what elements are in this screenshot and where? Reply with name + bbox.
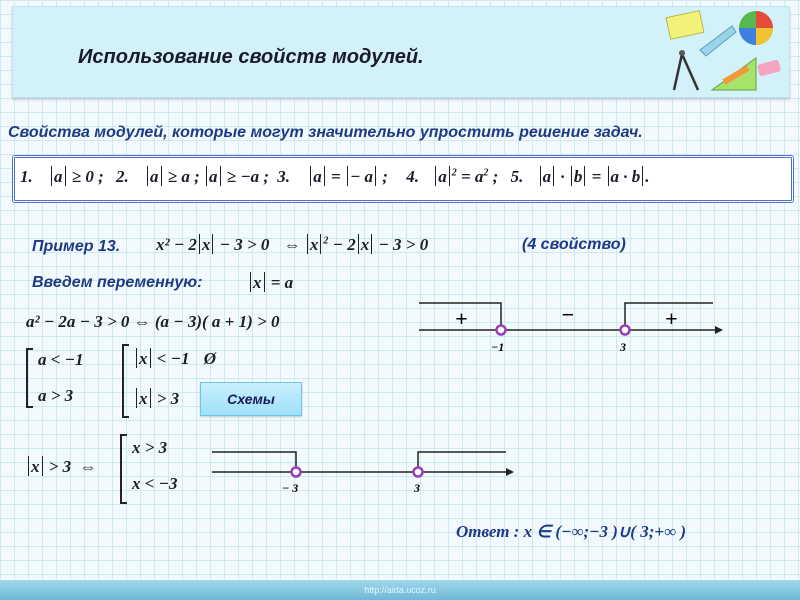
math-text: − 2 bbox=[332, 235, 356, 254]
arrow-head bbox=[715, 326, 723, 334]
property-number: 4. bbox=[406, 167, 419, 186]
properties-line bbox=[20, 166, 650, 187]
property-text: b bbox=[573, 167, 583, 186]
property-note: (4 свойство) bbox=[522, 236, 626, 253]
property-text: ≥ 0 ; bbox=[71, 167, 104, 186]
math-text: x bbox=[139, 389, 148, 408]
property-text: a bbox=[209, 167, 218, 186]
math-text: x bbox=[31, 457, 40, 476]
property-text: a bbox=[438, 167, 447, 186]
point-label: 3 bbox=[620, 340, 626, 354]
math-text: > 3 bbox=[156, 389, 180, 408]
subtitle: Свойства модулей, которые могут значительно упростить решение задач. bbox=[8, 124, 643, 141]
point-label: −1 bbox=[491, 340, 505, 354]
property-text: a · b bbox=[610, 167, 641, 186]
interval-bracket-left bbox=[212, 452, 296, 472]
plus-sign: + bbox=[665, 306, 678, 331]
property-number: 2. bbox=[116, 167, 129, 186]
property-text: a bbox=[313, 167, 322, 186]
system-brace-right bbox=[122, 344, 129, 414]
open-point bbox=[497, 326, 506, 335]
page-title: Использование свойств модулей. bbox=[78, 46, 424, 68]
system-brace-left bbox=[26, 348, 33, 404]
final-line: x > 3 bbox=[132, 438, 168, 457]
property-text: . bbox=[645, 167, 650, 186]
property-text: a bbox=[542, 167, 552, 186]
arrow-head bbox=[506, 468, 514, 476]
property-text: = bbox=[331, 167, 341, 186]
property-text: ; bbox=[492, 167, 499, 186]
property-text: ≥ −a ; bbox=[226, 167, 270, 186]
property-text: a bbox=[150, 167, 159, 186]
property-number: 1. bbox=[20, 167, 33, 186]
example-inequality bbox=[156, 234, 428, 255]
math-text: − 3 > 0 bbox=[219, 235, 270, 254]
answer-text: Ответ : x ∈ (−∞;−3 )∪( 3;+∞ ) bbox=[456, 522, 687, 541]
math-text: x bbox=[201, 235, 211, 254]
final-brace bbox=[120, 434, 127, 500]
open-point bbox=[621, 326, 630, 335]
property-number: 3. bbox=[277, 167, 291, 186]
property-text: ≥ a ; bbox=[167, 167, 200, 186]
point-label: 3 bbox=[414, 481, 420, 495]
math-text: − 3 > 0 bbox=[378, 235, 429, 254]
interval-bracket-right bbox=[418, 452, 506, 472]
final-expression bbox=[26, 456, 96, 477]
system-line: a < −1 bbox=[38, 350, 84, 369]
equivalence-sign: ⇔ bbox=[283, 235, 301, 254]
footer-url[interactable]: http://aida.ucoz.ru bbox=[364, 585, 436, 595]
property-text: a bbox=[54, 167, 63, 186]
equivalence-sign: ⇔ bbox=[79, 457, 97, 476]
math-text: x bbox=[360, 235, 370, 254]
math-text: > 3 bbox=[48, 457, 72, 476]
substitution-expr bbox=[248, 272, 293, 293]
math-text: x bbox=[309, 235, 319, 254]
substitution-label: Введем переменную: bbox=[32, 274, 203, 291]
number-line-2 bbox=[210, 446, 520, 498]
math-text: x bbox=[253, 273, 262, 292]
property-sup: 2 bbox=[451, 167, 457, 179]
property-text: = a bbox=[460, 167, 484, 186]
open-point bbox=[292, 468, 301, 477]
property-text: · bbox=[560, 167, 565, 186]
math-text: = a bbox=[270, 273, 294, 292]
math-text: x bbox=[139, 349, 148, 368]
quadratic-inequality: a² − 2a − 3 > 0 ⇔ (a − 3)( a + 1) > 0 bbox=[26, 312, 280, 331]
system-line bbox=[134, 388, 179, 409]
stationery-icon bbox=[660, 6, 788, 96]
example-label: Пример 13. bbox=[32, 238, 121, 255]
math-text: < −1 bbox=[156, 349, 190, 368]
system-line bbox=[134, 348, 216, 369]
property-text: − a bbox=[349, 167, 374, 186]
schemes-button[interactable]: Схемы bbox=[200, 382, 302, 416]
minus-sign: − bbox=[561, 302, 575, 327]
math-text: x² − 2 bbox=[156, 235, 197, 254]
plus-sign: + bbox=[455, 306, 468, 331]
system-line: a > 3 bbox=[38, 386, 74, 405]
property-sup: 2 bbox=[483, 167, 489, 179]
open-point bbox=[414, 468, 423, 477]
point-label: − 3 bbox=[282, 481, 299, 495]
footer-bar bbox=[0, 580, 800, 600]
final-line: x < −3 bbox=[132, 474, 178, 493]
empty-set: Ø bbox=[203, 349, 217, 368]
math-sup: 2 bbox=[323, 235, 329, 247]
property-text: = bbox=[591, 167, 602, 186]
property-number: 5. bbox=[510, 167, 524, 186]
number-line-1 bbox=[415, 295, 725, 357]
property-text: ; bbox=[382, 167, 388, 186]
